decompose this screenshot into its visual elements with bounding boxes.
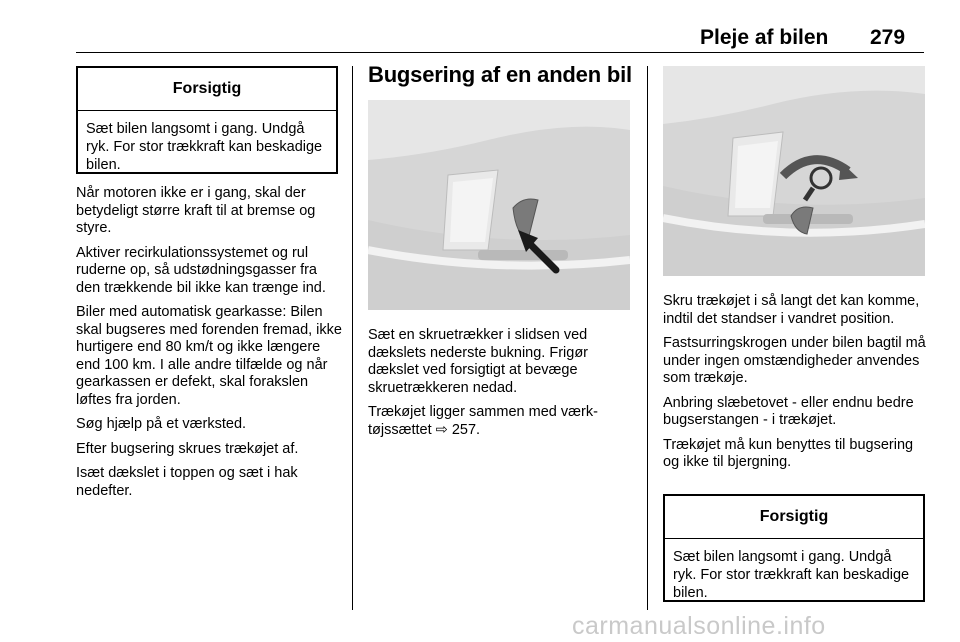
paragraph: Når motoren ikke er i gang, skal der betydeligt større kraft til at bremse og styre.: [76, 185, 316, 236]
illustration-remove-cover: [368, 100, 630, 310]
paragraph: Biler med automatisk gearkasse: Bilen skal bugseres med forenden fremad, ikke hurtigere end 80 km/t og ikke længere end 100 km. I alle andre tilfælde og når gearkassen er defekt, skal forakslen løftes fra jorden.: [76, 304, 342, 408]
right-column-text: [663, 293, 931, 479]
paragraph: Aktiver recirkulationssystemet og rul ruderne op, så udstødningsgasser fra den trækkende bil ikke kan trænge ind.: [76, 244, 326, 296]
illustration-towing-eye: [663, 66, 925, 276]
paragraph: Sæt en skruetrækker i slidsen ved dækslets nederste bukning. Frigør dækslet ved forsigtigt at bevæge skruetrækkeren nedad.: [368, 327, 589, 396]
column-divider-right: [647, 66, 648, 610]
caution-text: Sæt bilen langsomt i gang. Undgå ryk. For stor trækkraft kan beskadige bilen.: [673, 549, 910, 601]
section-title: Bugsering af en anden bil: [368, 62, 632, 87]
paragraph: Isæt dækslet i toppen og sæt i hak nedefter.: [76, 465, 298, 499]
column-divider-left: [352, 66, 353, 610]
caution-title: Forsigtig: [78, 68, 336, 111]
left-column-text: [76, 185, 342, 507]
middle-column-text: [368, 327, 638, 446]
caution-box-right: [663, 494, 925, 602]
caution-box-left: [76, 66, 338, 174]
caution-title: Forsigtig: [665, 496, 923, 539]
paragraph: Skru trækøjet i så langt det kan komme, indtil det standser i vandret position.: [663, 293, 920, 327]
caution-text: Sæt bilen langsomt i gang. Undgå ryk. For stor trækkraft kan beskadige bilen.: [86, 121, 323, 173]
paragraph: Efter bugsering skrues trækøjet af.: [76, 440, 299, 457]
paragraph: Anbring slæbetovet - eller endnu bedre bugserstangen - i trækøjet.: [663, 394, 914, 428]
watermark: carmanualsonline.info: [572, 612, 826, 640]
paragraph: Fastsurringskrogen under bilen bagtil må under ingen omstændigheder anvendes som trækøje.: [663, 335, 926, 386]
page-number: 279: [870, 26, 906, 49]
paragraph: Trækøjet ligger sammen med værktøjssættet ⇨ 257.: [368, 404, 598, 438]
paragraph: Trækøjet må kun benyttes til bugsering og ikke til bjergning.: [663, 436, 914, 470]
paragraph: Søg hjælp på et værksted.: [76, 416, 247, 432]
header-rule: [76, 52, 924, 53]
running-header-title: Pleje af bilen: [700, 26, 829, 49]
